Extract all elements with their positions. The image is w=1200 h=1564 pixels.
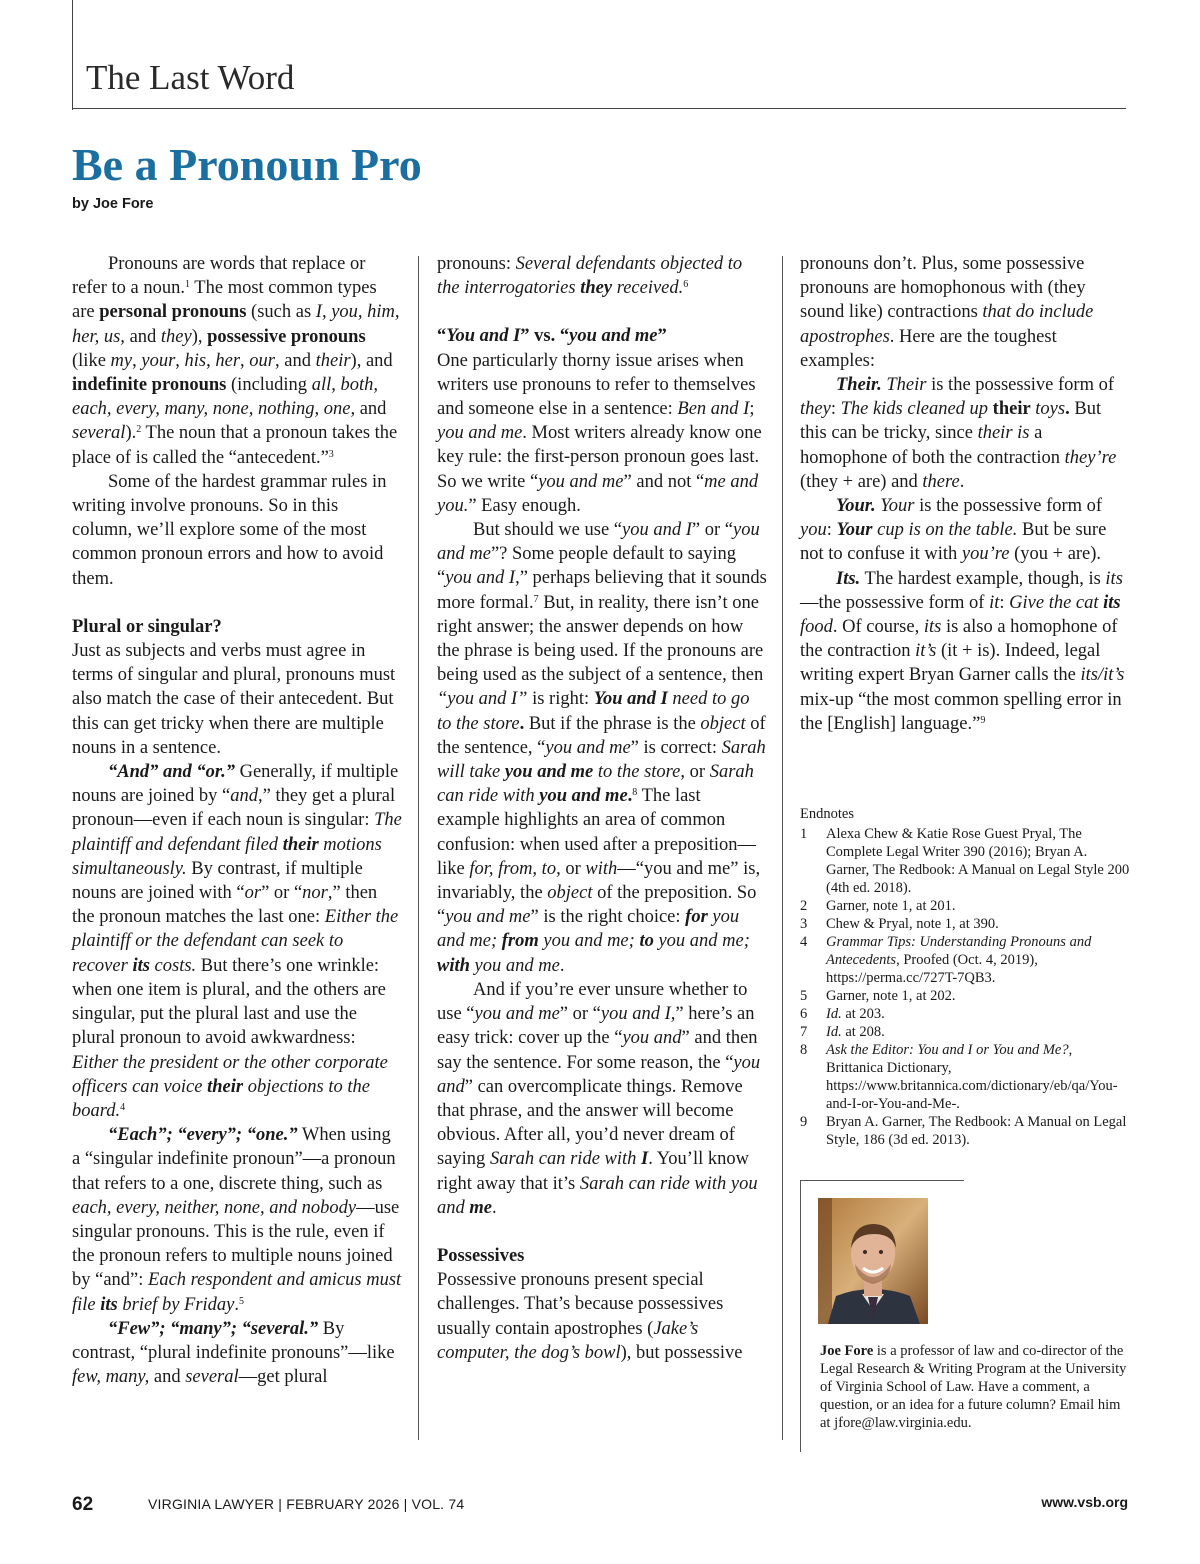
- column-2: [437, 252, 767, 1365]
- section-title: The Last Word: [86, 58, 295, 97]
- page-number: 62: [72, 1494, 94, 1515]
- magazine-info: VIRGINIA LAWYER | FEBRUARY 2026 | VOL. 74: [148, 1496, 465, 1512]
- bio-left-rule: [800, 1180, 801, 1452]
- paragraph: “And” and “or.” Generally, if multiple nouns are joined by “and,” they get a plural pronoun—even if each noun is singular: The plaintiff and defendant filed their motions simultaneously. By contrast, if multiple nouns are joined with “or” or “nor,” then the pronoun matches the last one: Either the plaintiff or the defendant can seek to recover its costs. But there’s one wrinkle: when one item is plural, and the others are singular, put the plural last and use the plural pronoun to avoid awkwardness: Either the president or the other corporate officers can voice their objections to the board.$^4$: [72, 762, 402, 1121]
- header-horizontal-rule: [72, 108, 1126, 109]
- paragraph: Just as subjects and verbs must agree in terms of singular and plural, pronouns must also match the case of their antecedent. But this can get tricky when there are multiple nouns in a sentence.: [72, 641, 396, 758]
- paragraph: Their. Their is the possessive form of they: The kids cleaned up their toys. But this can be tricky, since their is a homophone of both the contraction they’re (they + are) and there.: [800, 375, 1117, 492]
- header-vertical-rule: [72, 0, 73, 110]
- endnotes: [800, 805, 1130, 1149]
- subheading-possessives: Possessives: [437, 1245, 525, 1266]
- bio-top-rule: [800, 1180, 964, 1181]
- endnote: 9 Bryan A. Garner, The Redbook: A Manual on Legal Style, 186 (3d ed. 2013).: [800, 1114, 1127, 1148]
- endnote: 8 Ask the Editor: You and I or You and Me?, Brittanica Dictionary, https://www.britannica.com/dictionary/eb/qa/You-and-I-or-You-and-Me-.: [800, 1042, 1118, 1112]
- website-url: www.vsb.org: [1041, 1494, 1128, 1510]
- column-divider: [418, 256, 419, 1440]
- endnote: 7 Id. at 208.: [800, 1024, 885, 1040]
- author-photo: [818, 1198, 928, 1324]
- byline: by Joe Fore: [72, 196, 154, 212]
- endnote: 2 Garner, note 1, at 201.: [800, 898, 956, 914]
- paragraph: Your. Your is the possessive form of you: Your cup is on the table. But be sure not to confuse it with you’re (you + are).: [800, 496, 1107, 565]
- subheading-plural-or-singular: Plural or singular?: [72, 616, 222, 637]
- endnotes-heading: Endnotes: [800, 806, 854, 822]
- paragraph: One particularly thorny issue arises when writers use pronouns to refer to themselves and someone else in a sentence: Ben and I; you and me. Most writers already know one key rule: the first-person pronoun goes last. So we write “you and me” and not “me and you.” Easy enough.: [437, 350, 762, 516]
- paragraph: “Each”; “every”; “one.” When using a “singular indefinite pronoun”—a pronoun that refers to a one, discrete thing, such as each, every, neither, none, and nobody—use singular pronouns. This is the rule, even if the pronoun refers to multiple nouns joined by “and”: Each respondent and amicus must file its brief by Friday.$^5$: [72, 1125, 402, 1315]
- endnote: 4 Grammar Tips: Understanding Pronouns and Antecedents, Proofed (Oct. 4, 2019), https://perma.cc/727T-7QB3.: [800, 934, 1092, 986]
- paragraph: pronouns don’t. Plus, some possessive pronouns are homophonous with (they sound like) contractions that do include apostrophes. Here are the toughest examples:: [800, 254, 1094, 371]
- article-title: Be a Pronoun Pro: [72, 139, 422, 190]
- author-bio: Joe Fore is a professor of law and co-director of the Legal Research & Writing Program at the University of Virginia School of Law. Have a comment, a question, or an idea for a future column? Email him at jfore@law.virginia.edu.: [820, 1343, 1127, 1431]
- endnote: 3 Chew & Pryal, note 1, at 390.: [800, 916, 999, 932]
- paragraph: Some of the hardest grammar rules in writing involve pronouns. So in this column, we’ll explore some of the most common pronoun errors and how to avoid them.: [72, 471, 387, 589]
- paragraph: “Few”; “many”; “several.” By contrast, “plural indefinite pronouns”—like few, many, and several—get plural: [72, 1318, 395, 1388]
- endnote: 5 Garner, note 1, at 202.: [800, 988, 956, 1004]
- paragraph: pronouns: Several defendants objected to the interrogatories they received.$^6$: [437, 254, 743, 299]
- subheading-you-and-i: “You and I” vs. “you and me”: [437, 326, 667, 347]
- column-1: [72, 252, 402, 1389]
- column-3: [800, 252, 1128, 736]
- paragraph: Pronouns are words that replace or refer to a noun.$^1$ The most common types are personal pronouns (such as I, you, him, her, us, and they), possessive pronouns (like my, your, his, her, our, and their), and indefinite pronouns (including all, both, each, every, many, none, nothing, one, and several).$^2$ The noun that a pronoun takes the place of is called the “antecedent.”$^3$: [72, 254, 400, 468]
- endnote: 6 Id. at 203.: [800, 1006, 885, 1022]
- paragraph: Possessive pronouns present special challenges. That’s because possessives usually contain apostrophes (Jake’s computer, the dog’s bowl), but possessive: [437, 1270, 743, 1363]
- endnote: 1 Alexa Chew & Katie Rose Guest Pryal, The Complete Legal Writer 390 (2016); Bryan A. Garner, The Redbook: A Manual on Legal Style 200 (4th ed. 2018).: [800, 826, 1130, 896]
- column-divider: [782, 256, 783, 1440]
- paragraph: Its. The hardest example, though, is its—the possessive form of it: Give the cat its food. Of course, its is also a homophone of the contraction it’s (it + is). Indeed, legal writing expert Bryan Garner calls the its/it’s mix-up “the most common spelling error in the [English] language.”$^9$: [800, 568, 1125, 734]
- paragraph: But should we use “you and I” or “you and me”? Some people default to saying “you and I,” perhaps believing that it sounds more formal.$^7$ But, in reality, there isn’t one right answer; the answer depends on how the phrase is being used. If the pronouns are being used as the subject of a sentence, then “you and I” is right: You and I need to go to the store. But if the phrase is the object of the sentence, “you and me” is correct: Sarah will take you and me to the store, or Sarah can ride with you and me.$^8$ The last example highlights an area of common confusion: when used after a preposition—like for, from, to, or with—“you and me” is, invariably, the object of the preposition. So “you and me” is the right choice: for you and me; from you and me; to you and me; with you and me.: [437, 520, 767, 976]
- paragraph: And if you’re ever unsure whether to use “you and me” or “you and I,” here’s an easy trick: cover up the “you and” and then say the sentence. For some reason, the “you and” can overcomplicate things. Remove that phrase, and the answer will become obvious. After all, you’d never dream of saying Sarah can ride with I. You’ll know right away that it’s Sarah can ride with you and me.: [437, 979, 761, 1218]
